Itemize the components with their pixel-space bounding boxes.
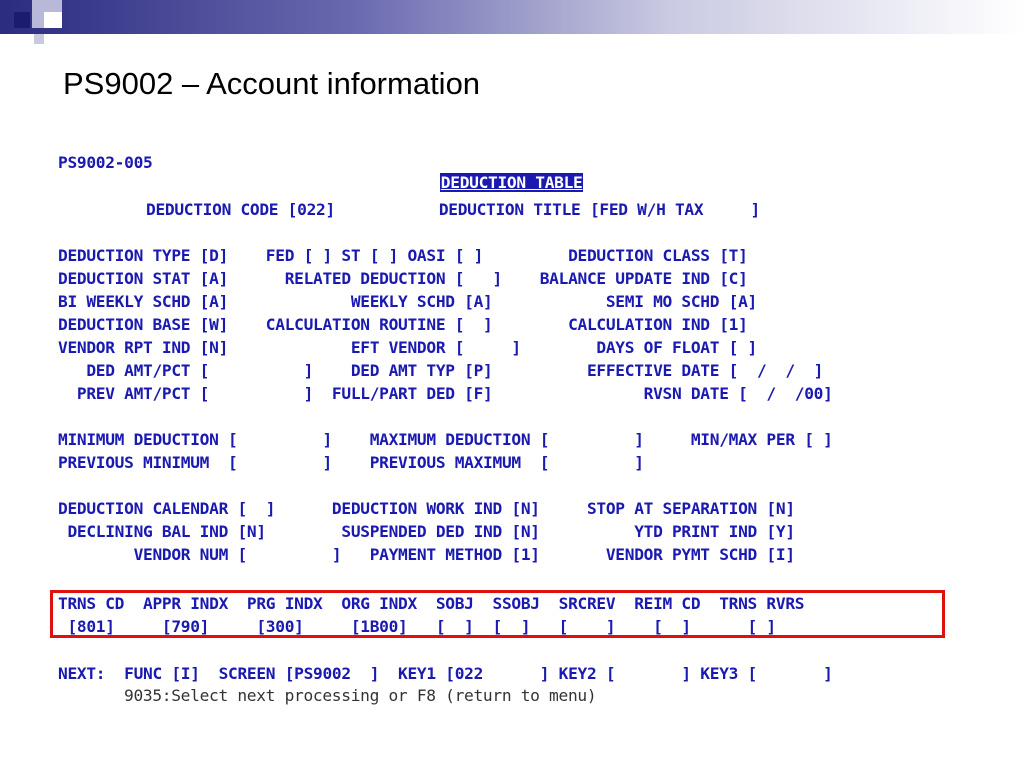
field-row[interactable]: DECLINING BAL IND [N] SUSPENDED DED IND [N] YTD PRINT IND [Y] <box>58 522 795 541</box>
field-row[interactable]: DEDUCTION STAT [A] RELATED DEDUCTION [ ] BALANCE UPDATE IND [C] <box>58 269 748 288</box>
decorative-square-small <box>34 34 44 44</box>
field-row[interactable]: VENDOR RPT IND [N] EFT VENDOR [ ] DAYS OF FLOAT [ ] <box>58 338 757 357</box>
field-row[interactable]: MINIMUM DEDUCTION [ ] MAXIMUM DEDUCTION [ ] MIN/MAX PER [ ] <box>58 430 833 449</box>
decorative-square-white <box>44 12 62 28</box>
status-message: 9035:Select next processing or F8 (return to menu) <box>124 686 597 705</box>
account-highlight-box <box>50 590 945 638</box>
field-row[interactable]: DEDUCTION CALENDAR [ ] DEDUCTION WORK IND [N] STOP AT SEPARATION [N] <box>58 499 795 518</box>
next-command-line[interactable]: NEXT: FUNC [I] SCREEN [PS9002 ] KEY1 [022 ] KEY2 [ ] KEY3 [ ] <box>58 664 833 683</box>
account-header-row: TRNS CD APPR INDX PRG INDX ORG INDX SOBJ SSOBJ SRCREV REIM CD TRNS RVRS <box>58 594 805 613</box>
field-row[interactable]: PREV AMT/PCT [ ] FULL/PART DED [F] RVSN DATE [ / /00] <box>58 384 833 403</box>
field-row[interactable]: VENDOR NUM [ ] PAYMENT METHOD [1] VENDOR PYMT SCHD [I] <box>58 545 795 564</box>
decorative-square-dark <box>14 12 30 28</box>
screen-heading: DEDUCTION TABLE <box>440 173 583 192</box>
slide-header-bar <box>0 0 1024 34</box>
field-row[interactable]: BI WEEKLY SCHD [A] WEEKLY SCHD [A] SEMI MO SCHD [A] <box>58 292 757 311</box>
screen-id: PS9002-005 <box>58 153 153 172</box>
field-row[interactable]: DEDUCTION TYPE [D] FED [ ] ST [ ] OASI [ ] DEDUCTION CLASS [T] <box>58 246 748 265</box>
field-row[interactable]: DED AMT/PCT [ ] DED AMT TYP [P] EFFECTIVE DATE [ / / ] <box>58 361 824 380</box>
account-values-row[interactable]: [801] [790] [300] [1B00] [ ] [ ] [ ] [ ] [ ] <box>58 617 776 636</box>
field-row[interactable]: DEDUCTION BASE [W] CALCULATION ROUTINE [ ] CALCULATION IND [1] <box>58 315 748 334</box>
slide-title: PS9002 – Account information <box>63 66 481 101</box>
field-row[interactable]: PREVIOUS MINIMUM [ ] PREVIOUS MAXIMUM [ ] <box>58 453 644 472</box>
deduction-code-line[interactable]: DEDUCTION CODE [022] DEDUCTION TITLE [FED W/H TAX ] <box>146 200 760 219</box>
